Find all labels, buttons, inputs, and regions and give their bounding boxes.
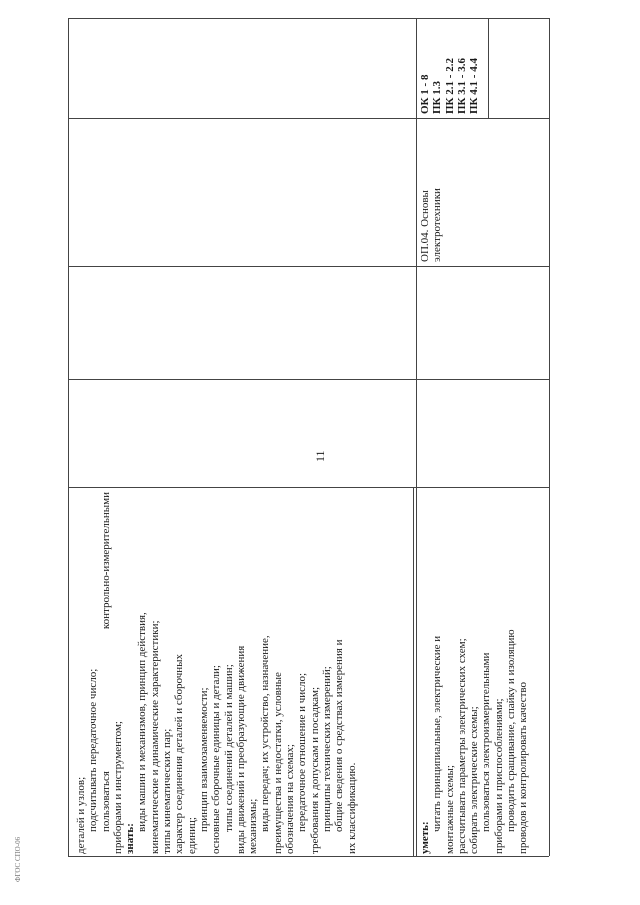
text-line: кинематические и динамические характеристики; [148,620,161,854]
text-line: единиц; [185,817,198,854]
text-line: основные сборочные единицы и детали; [210,665,223,854]
column-divider-2 [68,266,549,267]
text-line: их классификацию. [345,762,358,854]
text-line: проводов и контролировать качество [517,681,530,854]
competency-code: ПК 1.3 [431,80,444,114]
table-right-border [549,18,550,856]
requirements-text-block-2 [419,629,530,854]
text-line-justified [100,492,112,854]
text-line: типы кинематических пар; [161,728,174,854]
competency-codes [419,58,480,114]
competency-code: ПК 2.1 - 2.2 [443,58,456,114]
text-line: приборами и инструментом; [111,721,124,854]
text-line: монтажные схемы; [443,765,456,854]
table-top-border [68,18,549,19]
discipline-name-line: ОП.04. Основы [419,190,431,262]
competency-code: ОК 1 - 8 [419,74,431,114]
discipline-name-line: электротехники [431,188,444,262]
text-line: пользоваться электроизмерительными [480,652,493,832]
text-line: принцип взаимозаменяемости; [197,687,210,832]
text-line: передаточное отношение и число; [296,672,309,832]
text-line: требования к допускам и посадкам; [308,686,321,854]
row-divider [416,18,417,856]
text-line: общие сведения о средствах измерения и [333,639,346,832]
text-line: подсчитывать передаточное число; [87,668,100,832]
text-line: типы соединений деталей и машин; [222,664,235,832]
section-heading-znat: знать: [124,823,137,854]
text-word: пользоваться [99,771,112,832]
text-line: характер соединения деталей и сборочных [173,653,186,854]
column-divider-4 [68,487,549,488]
text-line: преимущества и недостатки, условные [271,672,284,854]
text-word: контрольно-измерительными [99,492,112,630]
text-line: обозначения на схемах; [284,744,297,854]
requirements-text-block-1 [75,492,358,854]
page-number: 11 [313,450,327,462]
text-line: принципы технических измерений; [320,666,333,832]
table-left-border [68,18,69,856]
competency-code: ПК 3.1 - 3.6 [455,58,468,114]
text-line: виды движений и преобразующие движения [234,645,247,854]
discipline-name [419,188,444,262]
text-line: читать принципиальные, электрические и [431,635,444,832]
section-heading-umet: уметь: [419,821,431,854]
text-line: механизмы; [247,798,260,854]
text-line: собирать электрические схемы; [468,706,481,854]
text-line: рассчитывать параметры электрических схем; [455,638,468,854]
text-line: виды машин и механизмов, принцип действия, [136,612,149,832]
column-divider-1 [68,118,549,119]
column-divider-3 [68,379,549,380]
competency-code: ПК 4.1 - 4.4 [468,58,481,114]
footer-code: ФГОС СПО-06 [14,836,22,882]
text-line: проводить сращивание, спайку и изоляцию [505,629,518,832]
table-bottom-border [68,856,549,857]
text-line: приборами и приспособлениями; [492,698,505,854]
competency-divider [488,18,489,119]
row-divider-inner [413,487,414,856]
text-line: деталей и узлов; [75,776,87,854]
text-line: виды передач; их устройство, назначение, [259,635,272,832]
